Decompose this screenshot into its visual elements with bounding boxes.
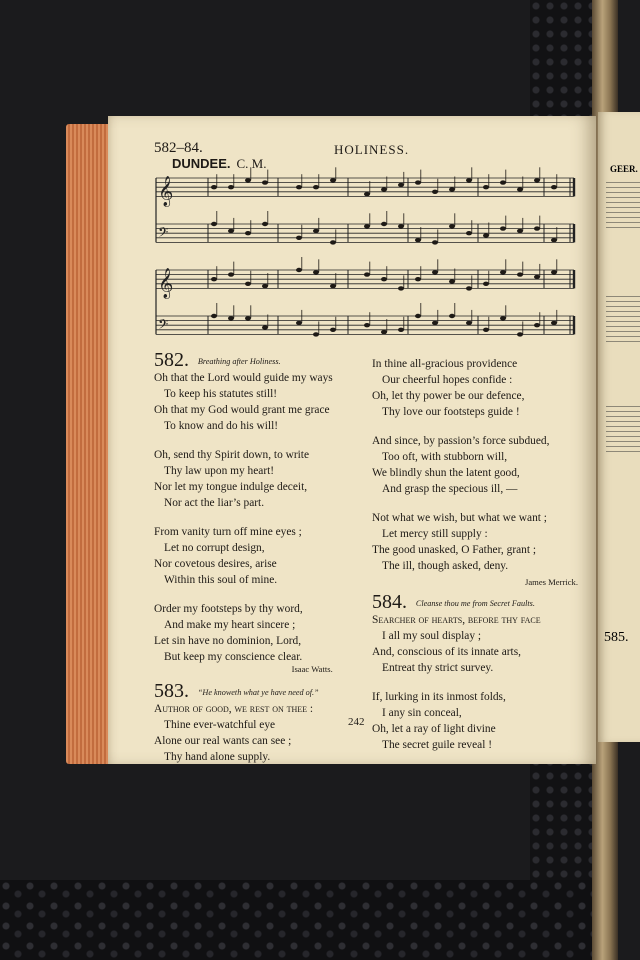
note-head [517, 272, 523, 276]
hymn-number: 584. [372, 591, 407, 613]
verse-line: Oh that my God would grant me grace [154, 404, 330, 416]
note-head [534, 323, 540, 327]
note-head [245, 231, 251, 235]
note-head [211, 185, 217, 189]
note-head [551, 321, 557, 325]
facing-hymn-number: 585. [604, 630, 629, 645]
verse-line: If, lurking in its inmost folds, [372, 691, 506, 703]
note-head [330, 178, 336, 182]
score-systems [156, 167, 574, 336]
note-head [313, 332, 319, 336]
facing-staff [606, 402, 640, 452]
note-head [313, 270, 319, 274]
facing-staff [606, 178, 640, 228]
note-head [364, 272, 370, 276]
note-head [313, 185, 319, 189]
hymnal-page [108, 116, 596, 764]
tune-name: DUNDEE. [172, 156, 231, 171]
hymn-number: 583. [154, 680, 189, 702]
hymn-subtitle: “He knoweth what ye have need of.” [197, 688, 319, 697]
note-head [211, 222, 217, 226]
verse-line: Let sin have no dominion, Lord, [154, 635, 302, 647]
note-head [449, 187, 455, 191]
note-head [330, 284, 336, 288]
note-head [398, 224, 404, 228]
verse-line: Nor let my tongue indulge deceit, [154, 481, 308, 493]
verse-line: Searcher of hearts, before thy face [372, 614, 541, 626]
note-head [364, 323, 370, 327]
note-head [449, 279, 455, 283]
note-head [517, 229, 523, 233]
note-head [551, 238, 557, 242]
verse-line: Order my footsteps by thy word, [154, 603, 303, 615]
verse-line: Nor act the liar’s part. [164, 497, 265, 509]
verse-line: And grasp the specious ill, — [382, 483, 518, 495]
hymn-heading [154, 680, 333, 702]
verse-line: Oh that the Lord would guide my ways [154, 372, 333, 384]
note-head [432, 321, 438, 325]
note-head [262, 325, 268, 329]
section-title: HOLINESS. [334, 142, 410, 157]
verse-line: I all my soul display ; [382, 630, 482, 642]
bass-clef-icon: 𝄢 [158, 316, 169, 336]
page-range: 582–84. [154, 140, 203, 156]
verse-line: Not what we wish, but what we want ; [372, 512, 547, 524]
verse-line: Our cheerful hopes confide : [382, 374, 513, 386]
note-head [381, 277, 387, 281]
note-head [466, 231, 472, 235]
note-head [381, 187, 387, 191]
note-head [483, 233, 489, 237]
note-head [245, 282, 251, 286]
note-head [228, 272, 234, 276]
note-head [228, 229, 234, 233]
treble-clef-icon: 𝄞 [158, 268, 174, 299]
facing-page-title: GEER. [610, 164, 638, 174]
verse-line: Thy law upon my heart! [164, 465, 275, 477]
verse-line: To keep his statutes still! [164, 388, 278, 400]
page-number: 242 [348, 716, 365, 728]
note-head [364, 192, 370, 196]
note-head [296, 236, 302, 240]
verse-line: Within this soul of mine. [164, 574, 278, 586]
note-head [313, 229, 319, 233]
verse-line: Let mercy still supply : [382, 528, 488, 540]
note-head [415, 238, 421, 242]
note-head [415, 180, 421, 184]
facing-staff [606, 292, 640, 342]
note-head [449, 224, 455, 228]
note-head [432, 240, 438, 244]
verse-line: Too oft, with stubborn will, [382, 451, 508, 463]
note-head [296, 321, 302, 325]
verse-line: Thy love our footsteps guide ! [382, 406, 520, 418]
verse-line: Entreat thy strict survey. [382, 662, 494, 674]
hymn-subtitle: Cleanse thou me from Secret Faults. [415, 599, 535, 608]
hymn-subtitle: Breathing after Holiness. [197, 357, 281, 366]
note-head [432, 190, 438, 194]
background-texture-bottom [0, 880, 600, 960]
note-head [483, 185, 489, 189]
note-head [415, 277, 421, 281]
note-head [466, 178, 472, 182]
note-head [534, 275, 540, 279]
verse-line: The ill, though asked, deny. [382, 560, 509, 572]
note-head [381, 222, 387, 226]
verse-line: Thy hand alone supply. [164, 751, 271, 763]
verse-line: Alone our real wants can see ; [154, 735, 292, 747]
note-head [534, 178, 540, 182]
note-head [211, 277, 217, 281]
note-head [432, 270, 438, 274]
column-left [154, 349, 333, 765]
verse-line: And since, by passion’s force subdued, [372, 435, 550, 447]
tune-meter: C. M. [236, 156, 267, 171]
facing-page [598, 112, 640, 742]
verse-line: The secret guile reveal ! [382, 739, 493, 751]
note-head [381, 330, 387, 334]
verse-line: Thine ever-watchful eye [164, 719, 276, 731]
verse-line: Oh, send thy Spirit down, to write [154, 449, 310, 461]
note-head [483, 282, 489, 286]
hymn-number: 582. [154, 349, 189, 371]
note-head [483, 328, 489, 332]
note-head [398, 286, 404, 290]
hymn-heading [154, 349, 333, 371]
verse-line: Oh, let thy power be our defence, [372, 390, 525, 402]
note-head [330, 328, 336, 332]
note-head [398, 328, 404, 332]
column-right [372, 356, 578, 753]
verse-line: Oh, let a ray of light divine [372, 723, 496, 735]
note-head [262, 222, 268, 226]
note-head [500, 316, 506, 320]
note-head [211, 314, 217, 318]
verse-line: I any sin conceal, [382, 707, 462, 719]
verse-line: To know and do his will! [164, 420, 279, 432]
note-head [466, 286, 472, 290]
verse-line: In thine all-gracious providence [372, 358, 518, 370]
note-head [228, 316, 234, 320]
note-head [500, 270, 506, 274]
verse-line: And, conscious of its innate arts, [372, 646, 522, 658]
verse-line: Nor covetous desires, arise [154, 558, 277, 570]
hymn-author: Isaac Watts. [291, 664, 333, 674]
verse-line: And make my heart sincere ; [164, 619, 296, 631]
music-score [108, 116, 596, 356]
note-head [466, 321, 472, 325]
note-head [330, 240, 336, 244]
note-head [551, 185, 557, 189]
note-head [500, 180, 506, 184]
verse-line: We blindly shun the latent good, [372, 467, 520, 479]
note-head [449, 314, 455, 318]
note-head [262, 284, 268, 288]
note-head [245, 316, 251, 320]
verse-line: Author of good, we rest on thee : [154, 703, 314, 715]
treble-clef-icon: 𝄞 [158, 176, 174, 207]
hymn-author: James Merrick. [525, 577, 578, 587]
note-head [415, 314, 421, 318]
note-head [364, 224, 370, 228]
note-head [551, 270, 557, 274]
note-head [500, 226, 506, 230]
note-head [398, 183, 404, 187]
note-head [245, 178, 251, 182]
note-head [296, 185, 302, 189]
note-head [517, 187, 523, 191]
note-head [262, 180, 268, 184]
note-head [517, 332, 523, 336]
note-head [228, 185, 234, 189]
note-head [534, 226, 540, 230]
verse-line: From vanity turn off mine eyes ; [154, 526, 302, 538]
hymn-heading [372, 591, 578, 613]
verse-line: But keep my conscience clear. [164, 651, 303, 663]
note-head [296, 268, 302, 272]
verse-line: Let no corrupt design, [164, 542, 265, 554]
bass-clef-icon: 𝄢 [158, 224, 169, 244]
verse-line: The good unasked, O Father, grant ; [372, 544, 537, 556]
